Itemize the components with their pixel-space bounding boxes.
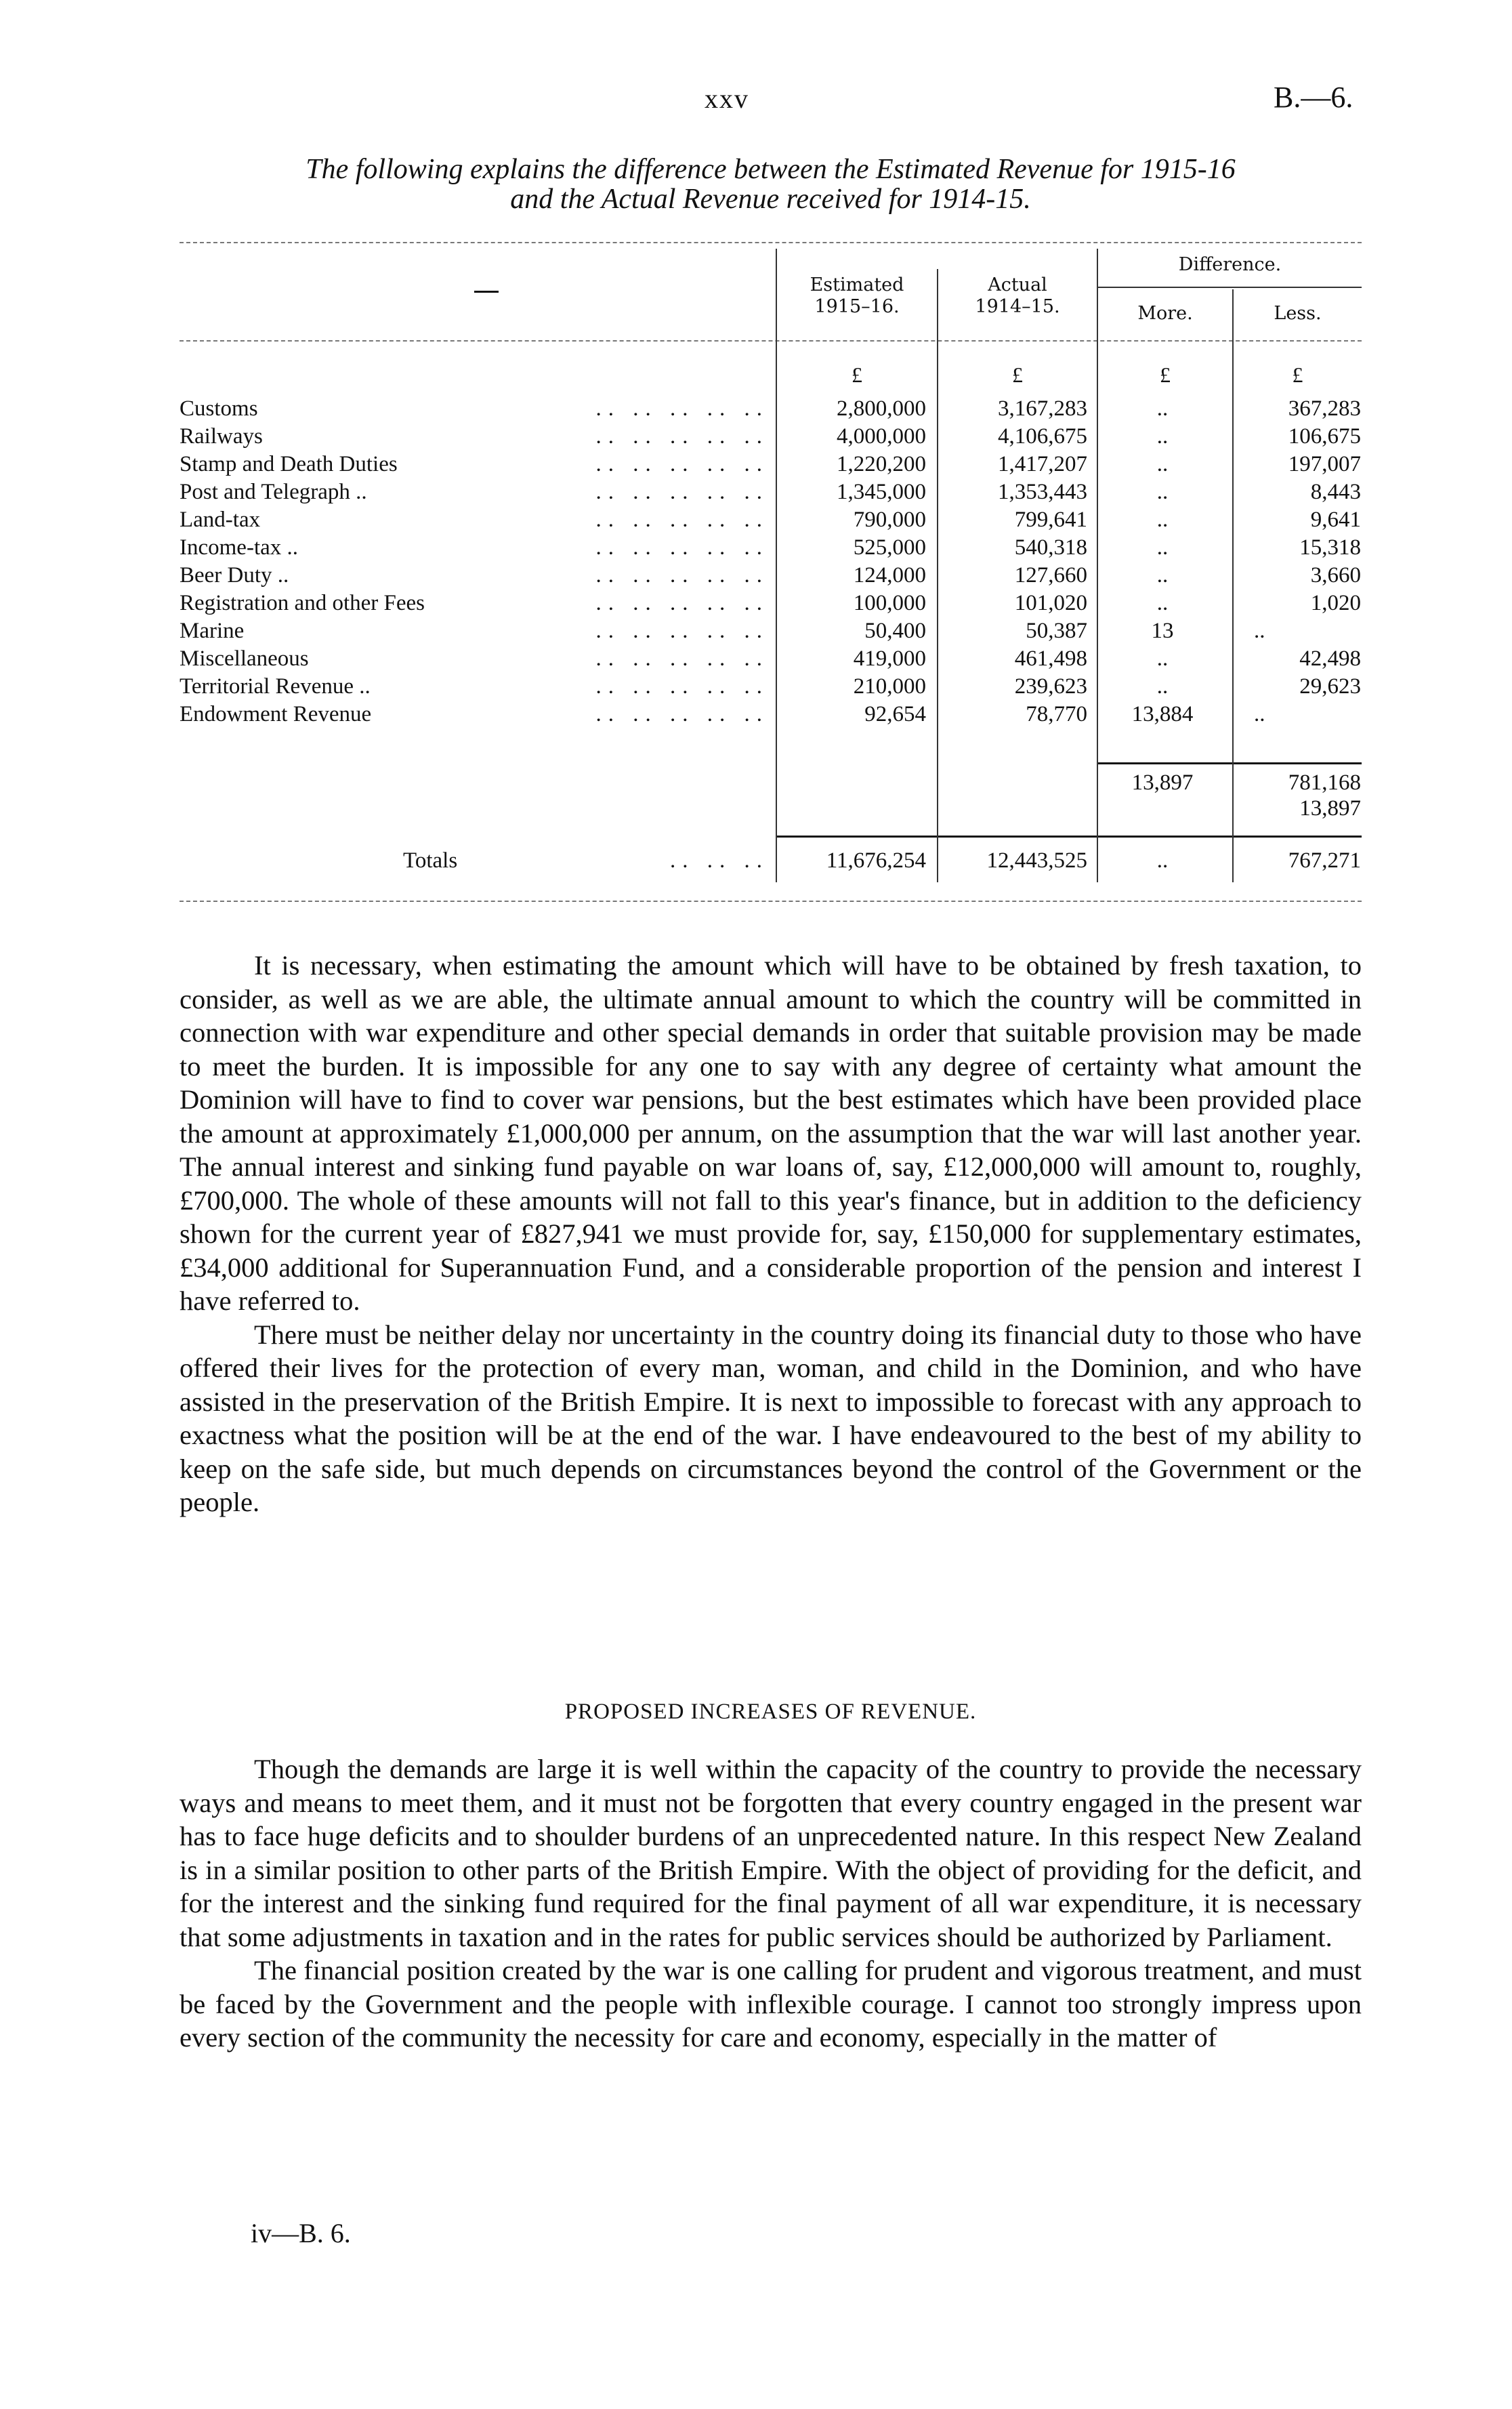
subtotal-offset-row [180, 795, 1362, 823]
paragraph: It is necessary, when estimating the amount which will have to be obtained by fresh taxation, to consider, as well as we are able, the ultimate annual amount to which the country will be committed in connection with war expenditure and other special demands in order that suitable provision may be made to meet the burden. It is impossible for any one to say with any degree of certainty what amount the Dominion will have to find to cover war pensions, but the best estimates which have been provided place the amount at approximately £1,000,000 per annum, on the assumption that the war will last another year. The annual interest and sinking fund payable on war loans of, say, £12,000,000 will amount to, roughly, £700,000. The whole of these amounts will not fall to this year's finance, but in addition to the deficiency shown for the current year of £827,941 we must provide for, say, £150,000 for supplementary estimates, £34,000 additional for Superannuation Fund, and a considerable proportion of the pension and interest I have referred to. [180, 950, 1362, 1316]
page-number: xxv [705, 83, 749, 114]
more-value: .. [1156, 535, 1169, 560]
leader-dots: .. .. .. .. .. [595, 508, 769, 532]
less-value: 42,498 [1299, 646, 1361, 671]
actual-value: 127,660 [1014, 563, 1087, 588]
leader-dots: .. .. .. .. .. [595, 424, 769, 449]
actual-value: 4,106,675 [998, 424, 1087, 449]
estimated-value: 124,000 [853, 563, 926, 588]
estimated-value: 1,220,200 [837, 452, 926, 476]
more-value: .. [1156, 424, 1169, 449]
total-actual: 12,443,525 [986, 848, 1087, 873]
header-estimated: Estimated 1915–16. [810, 274, 904, 317]
row-label: Territorial Revenue .. [180, 674, 371, 699]
table-row [180, 701, 1362, 728]
estimated-value: 790,000 [853, 508, 926, 532]
header-difference: Difference. [1178, 254, 1282, 275]
document-reference: B.—6. [1274, 81, 1353, 114]
header-less: Less. [1274, 303, 1322, 324]
subtotal-rule [1098, 762, 1362, 764]
difference-subheader-rule [1098, 287, 1362, 288]
estimated-value: 2,800,000 [837, 396, 926, 421]
row-label: Marine [180, 619, 245, 643]
leader-dots: .. .. .. .. .. [595, 563, 769, 588]
less-value: 106,675 [1288, 424, 1361, 449]
more-value: .. [1156, 563, 1169, 588]
estimated-value: 50,400 [864, 619, 926, 643]
total-more: .. [1156, 848, 1169, 873]
paragraph: There must be neither delay nor uncertainty in the country doing its financial duty to those who have offered their lives for the protection of every man, woman, and child in the Dominion, and who have assisted in the preservation of the British Empire. It is next to impossible to forecast with any approach to exactness what the position will be at the end of the war. I have endeavoured to the best of my ability to keep on the safe side, but much depends on circumstances beyond the control of the Government or the people. [180, 1319, 1362, 1517]
table-title-line-1: The following explains the difference between the Estimated Revenue for 1915-16 [306, 154, 1236, 185]
more-value: .. [1156, 508, 1169, 532]
header-more: More. [1137, 303, 1193, 324]
row-label: Registration and other Fees [180, 591, 425, 615]
table-row [180, 423, 1362, 451]
table-row [180, 506, 1362, 534]
more-value: .. [1156, 396, 1169, 421]
table-row [180, 645, 1362, 673]
less-value: 3,660 [1310, 563, 1361, 588]
row-label: Land-tax [180, 508, 261, 532]
total-less: 767,271 [1288, 848, 1361, 873]
less-value: 9,641 [1310, 508, 1361, 532]
less-value: .. [1254, 702, 1265, 726]
totals-row: Totals .. .. .. 11,676,254 12,443,525 .. 767,271 [180, 847, 1362, 875]
actual-value: 461,498 [1014, 646, 1087, 671]
leader-dots: .. .. .. .. .. [595, 535, 769, 560]
actual-value: 1,417,207 [998, 452, 1087, 476]
estimated-value: 525,000 [853, 535, 926, 560]
table-row [180, 451, 1362, 478]
leader-dots: .. .. .. .. .. [595, 674, 769, 699]
more-value: .. [1156, 591, 1169, 615]
label-column-dash [474, 291, 499, 293]
totals-rule [776, 836, 1362, 838]
less-value: 1,020 [1310, 591, 1361, 615]
estimated-value: 210,000 [853, 674, 926, 699]
table-title [180, 155, 1362, 214]
paragraph: Though the demands are large it is well within the capacity of the country to provide the necessary ways and means to meet them, and it must not be forgotten that every country engaged in the present war has to face huge deficits and to shoulder burdens of an unprecedented nature. In this respect New Zealand is in a similar position to other parts of the British Empire. With the object of providing for the deficit, and for the interest and the sinking fund required for the final payment of all war expenditure, it is necessary that some adjustments in taxation and in the rates for public services should be authorized by Parliament. [180, 1754, 1362, 1952]
actual-value: 1,353,443 [998, 480, 1087, 504]
header-bottom-rule [180, 340, 1362, 342]
more-value: .. [1156, 646, 1169, 671]
table-row [180, 673, 1362, 701]
subtotal-less-offset: 13,897 [1299, 796, 1361, 821]
table-row [180, 534, 1362, 562]
estimated-value: 100,000 [853, 591, 926, 615]
estimated-value: 92,654 [864, 702, 926, 726]
leader-dots: .. .. .. .. .. [595, 480, 769, 504]
less-value: 8,443 [1310, 480, 1361, 504]
total-estimated: 11,676,254 [826, 848, 926, 873]
row-label: Railways [180, 424, 263, 449]
leader-dots: .. .. .. .. .. [595, 702, 769, 726]
subtotal-row [180, 769, 1362, 797]
row-label: Miscellaneous [180, 646, 309, 671]
section-heading: PROPOSED INCREASES OF REVENUE. [564, 1700, 977, 1724]
leader-dots: .. .. .. .. .. [595, 396, 769, 421]
table-row [180, 590, 1362, 617]
subtotal-less: 781,168 [1288, 770, 1361, 795]
less-value: 197,007 [1288, 452, 1361, 476]
header-actual: Actual 1914–15. [975, 274, 1060, 317]
row-label: Customs [180, 396, 258, 421]
actual-value: 239,623 [1014, 674, 1087, 699]
less-value: 29,623 [1299, 674, 1361, 699]
table-title-line-2: and the Actual Revenue received for 1914-15. [510, 184, 1031, 215]
less-value: 15,318 [1299, 535, 1361, 560]
row-label: Beer Duty .. [180, 563, 289, 588]
estimated-value: 4,000,000 [837, 424, 926, 449]
leader-dots: .. .. .. .. .. [595, 619, 769, 643]
less-value: 367,283 [1288, 396, 1361, 421]
leader-dots: .. .. .. .. .. [595, 646, 769, 671]
more-value: .. [1156, 480, 1169, 504]
totals-label: Totals [403, 848, 458, 873]
table-row [180, 617, 1362, 645]
estimated-value: 419,000 [853, 646, 926, 671]
table-row [180, 478, 1362, 506]
table-row [180, 395, 1362, 423]
more-value: .. [1156, 674, 1169, 699]
body-text-before [180, 949, 1362, 1519]
paragraph: The financial position created by the war is one calling for prudent and vigorous treatment, and must be faced by the Government and the people with inflexible courage. I cannot too strongly impress upon every section of the community the necessity for care and economy, especially in the matter of [180, 1955, 1362, 2053]
footer-signature: iv—B. 6. [251, 2218, 351, 2248]
subtotal-more: 13,897 [1131, 770, 1194, 795]
actual-value: 799,641 [1014, 508, 1087, 532]
row-label: Post and Telegraph .. [180, 480, 367, 504]
actual-value: 50,387 [1026, 619, 1087, 643]
actual-value: 540,318 [1014, 535, 1087, 560]
table-top-rule [180, 242, 1362, 243]
estimated-value: 1,345,000 [837, 480, 926, 504]
leader-dots: .. .. .. .. .. [595, 591, 769, 615]
table-row [180, 562, 1362, 590]
actual-value: 3,167,283 [998, 396, 1087, 421]
more-value: .. [1156, 452, 1169, 476]
leader-dots: .. .. .. .. .. [595, 452, 769, 476]
revenue-comparison-table [180, 242, 1362, 903]
actual-value: 101,020 [1014, 591, 1087, 615]
more-value: 13 [1151, 619, 1174, 643]
currency-row: £ £ £ £ [852, 363, 1303, 387]
more-value: 13,884 [1131, 702, 1194, 726]
row-label: Income-tax .. [180, 535, 299, 560]
actual-value: 78,770 [1026, 702, 1087, 726]
body-text-after [180, 1752, 1362, 2055]
row-label: Endowment Revenue [180, 702, 372, 726]
less-value: .. [1254, 619, 1265, 643]
row-label: Stamp and Death Duties [180, 452, 398, 476]
table-bottom-rule [180, 901, 1362, 902]
